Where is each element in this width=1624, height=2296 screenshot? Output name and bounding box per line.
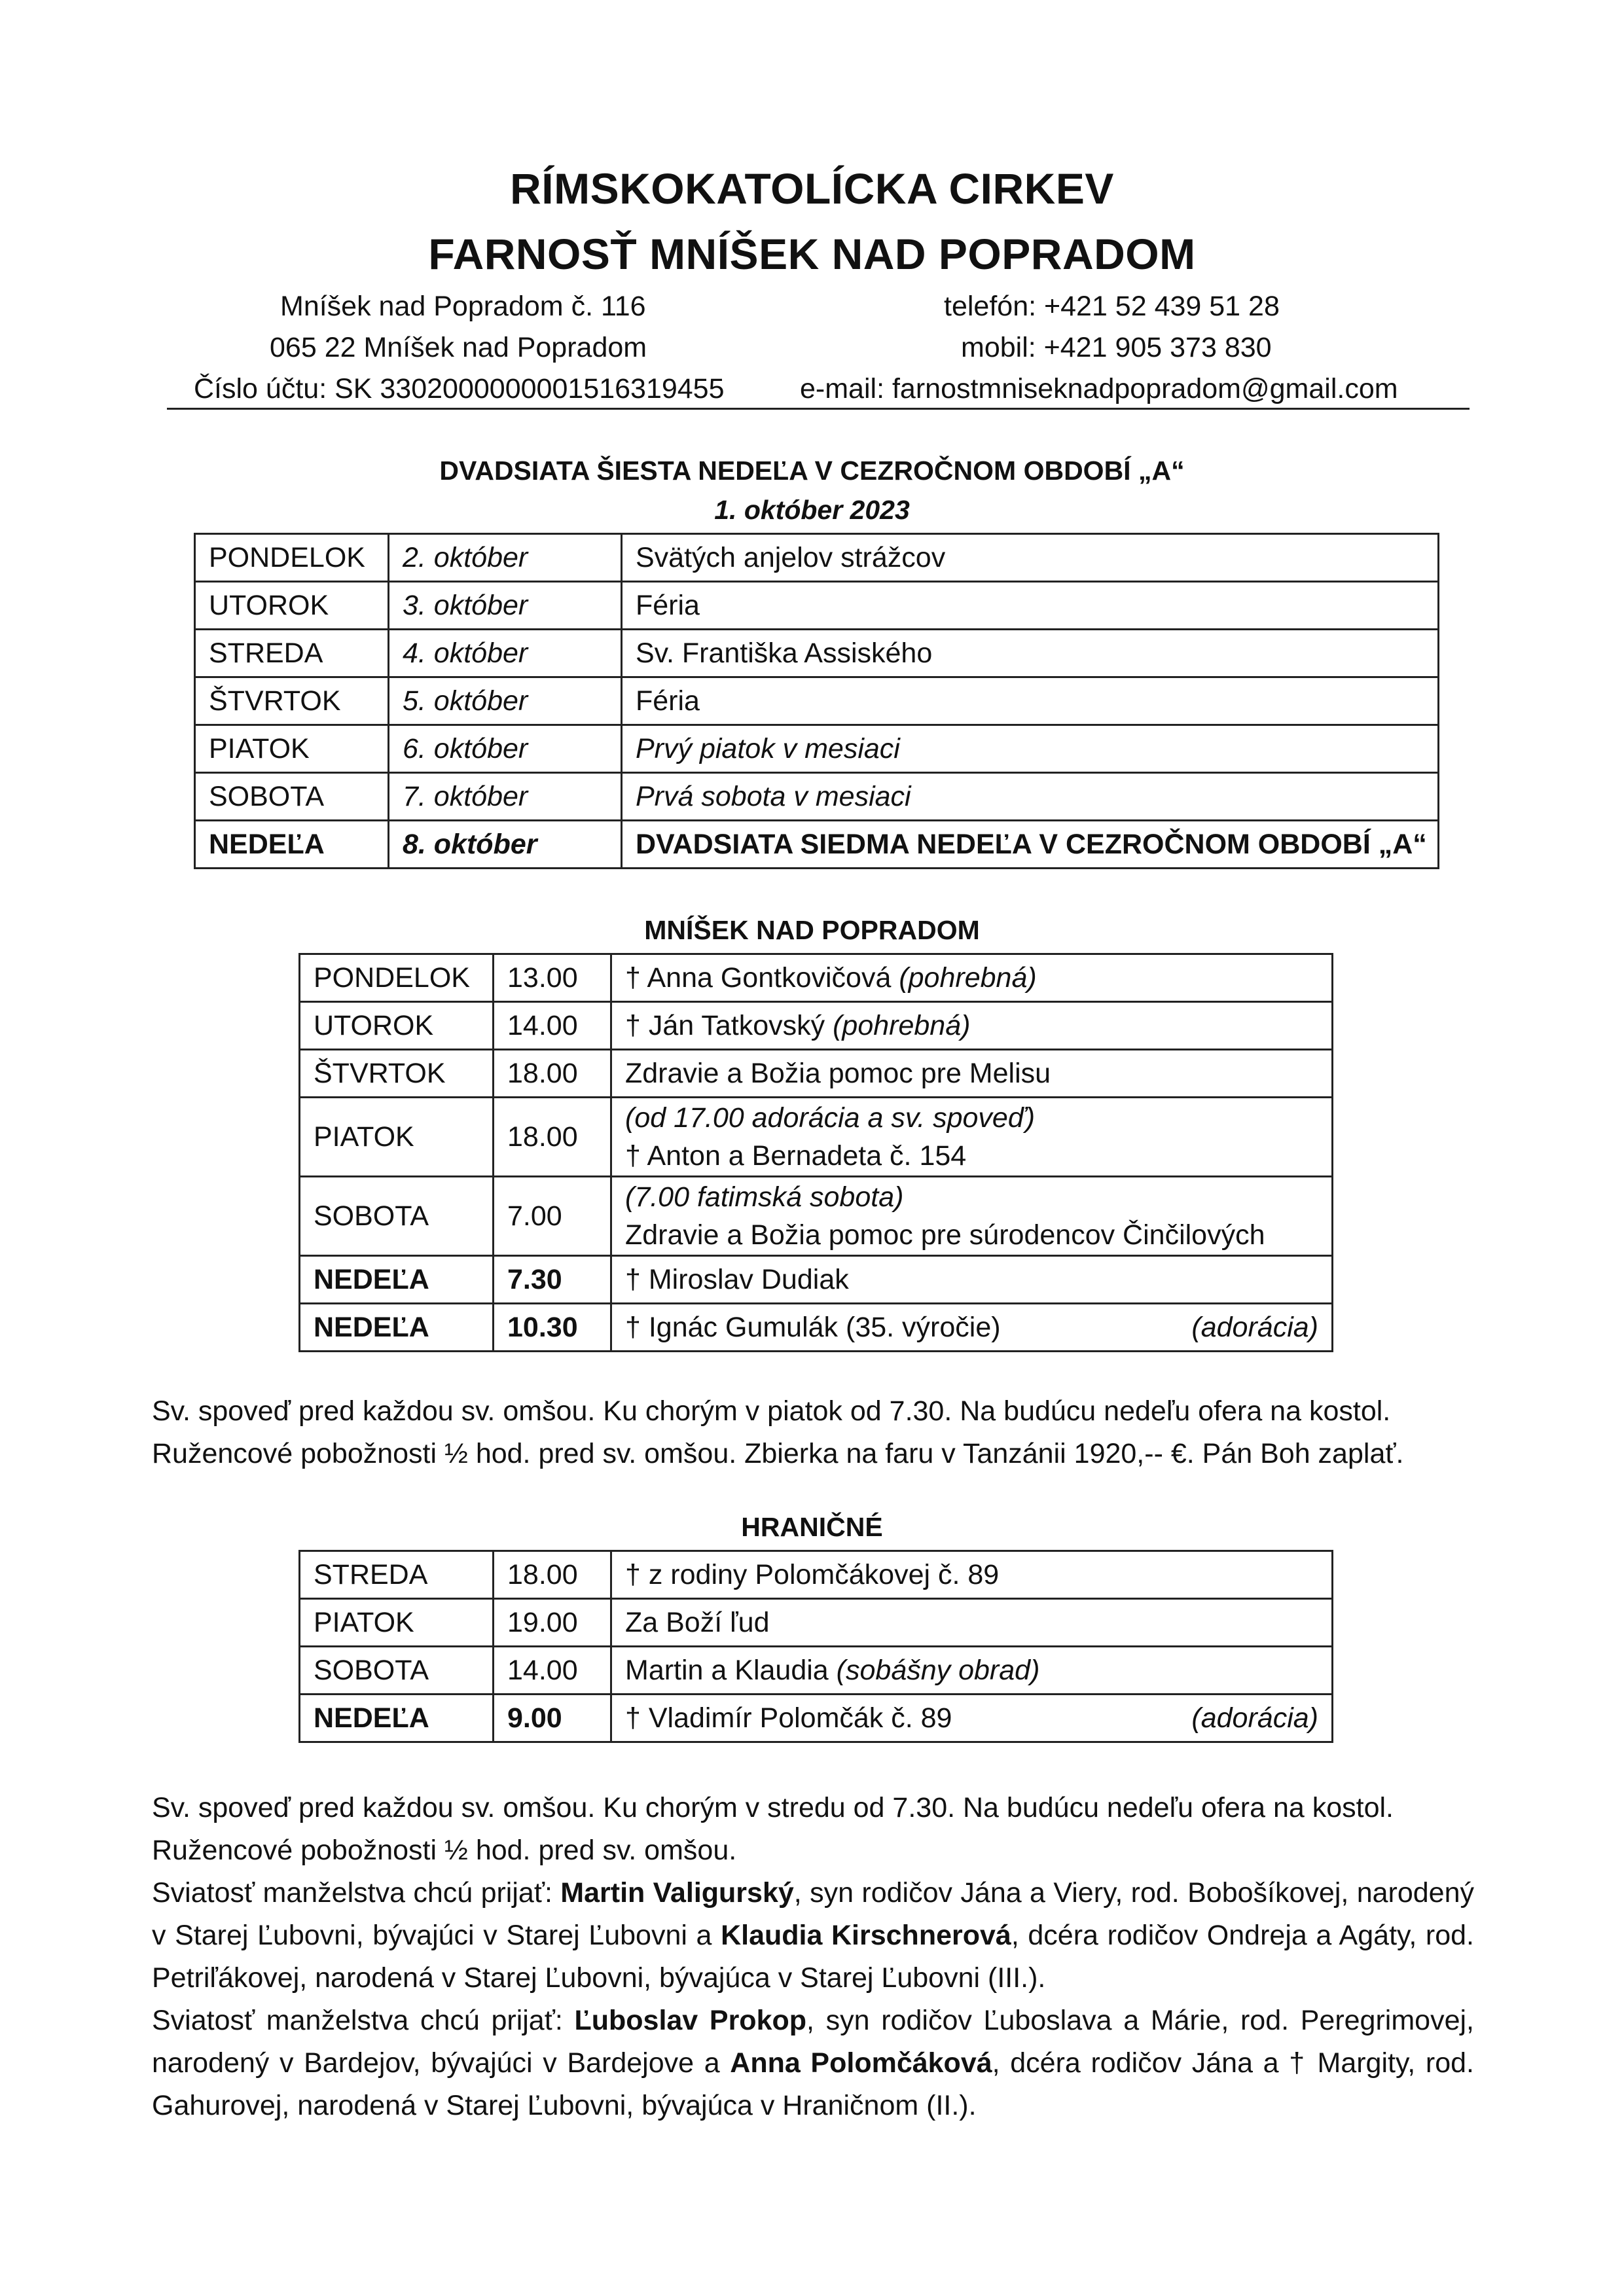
- address-city: 065 22 Mníšek nad Popradom: [270, 332, 647, 363]
- day-cell: STREDA: [300, 1551, 494, 1599]
- date-cell: 3. október: [389, 582, 622, 630]
- date-cell: 8. október: [389, 821, 622, 869]
- hranicne-notes: [152, 1787, 1474, 2127]
- bride-name: Klaudia Kirschnerová: [721, 1920, 1011, 1951]
- table-row: [195, 725, 1439, 773]
- intention-text: Zdravie a Božia pomoc pre súrodencov Činčilových: [625, 1219, 1265, 1251]
- intention-note: (7.00 fatimská sobota): [625, 1181, 904, 1213]
- day-cell: PONDELOK: [300, 954, 494, 1002]
- hranicne-title: HRANIČNÉ: [741, 1512, 883, 1542]
- table-row: [195, 534, 1439, 582]
- time-cell: 19.00: [494, 1599, 611, 1647]
- intention-note: (sobášny obrad): [836, 1654, 1040, 1686]
- date-cell: 7. október: [389, 773, 622, 821]
- feast-cell: Prvá sobota v mesiaci: [622, 773, 1439, 821]
- intention-cell: Zdravie a Božia pomoc pre Melisu: [611, 1050, 1333, 1098]
- intention-cell: Za Boží ľud: [611, 1599, 1333, 1647]
- table-row: [300, 1177, 1333, 1256]
- time-cell: 7.30: [494, 1256, 611, 1304]
- groom-name: Martin Valigurský: [560, 1877, 794, 1909]
- feast-cell: Féria: [622, 677, 1439, 725]
- week-title: DVADSIATA ŠIESTA NEDEĽA V CEZROČNOM OBDOBÍ „A“: [439, 456, 1185, 486]
- intention-cell: [611, 1098, 1333, 1177]
- intention-note: (pohrebná): [899, 961, 1037, 994]
- mnisek-note-confession: Sv. spoveď pred každou sv. omšou. Ku chorým v piatok od 7.30. Na budúcu nedeľu ofera na kostol.: [152, 1395, 1391, 1427]
- day-cell: STREDA: [195, 630, 389, 677]
- groom-details: , syn rodičov Jána a Viery, rod. Bobošíkovej, narodený v Starej Ľubovni, bývajúci v Starej Ľubovni a: [152, 1877, 1474, 1951]
- mnisek-title: MNÍŠEK NAD POPRADOM: [644, 915, 980, 945]
- day-cell: SOBOTA: [300, 1177, 494, 1256]
- bride-details: , dcéra rodičov Ondreja a Agáty, rod. Petriľákovej, narodená v Starej Ľubovni, bývajúca v Starej Ľubovni (III.).: [152, 1920, 1474, 1994]
- intention-note: (od 17.00 adorácia a sv. spoveď): [625, 1102, 1036, 1134]
- day-cell: NEDEĽA: [300, 1695, 494, 1742]
- feast-cell: Sv. Františka Assiského: [622, 630, 1439, 677]
- time-cell: 14.00: [494, 1002, 611, 1050]
- day-cell: SOBOTA: [300, 1647, 494, 1695]
- intention-cell: † z rodiny Polomčákovej č. 89: [611, 1551, 1333, 1599]
- table-row: [300, 1002, 1333, 1050]
- church-title: RÍMSKOKATOLÍCKA CIRKEV: [510, 164, 1114, 213]
- time-cell: 9.00: [494, 1695, 611, 1742]
- date-cell: 5. október: [389, 677, 622, 725]
- marriage-intro: Sviatosť manželstva chcú prijať:: [152, 2005, 575, 2036]
- hranicne-note-rosary: Ružencové pobožnosti ½ hod. pred sv. omšou.: [152, 1835, 737, 1866]
- day-cell: NEDEĽA: [195, 821, 389, 869]
- table-row: [300, 1551, 1333, 1599]
- day-cell: PONDELOK: [195, 534, 389, 582]
- time-cell: 10.30: [494, 1304, 611, 1352]
- mobile-number: mobil: +421 905 373 830: [961, 332, 1272, 363]
- day-cell: ŠTVRTOK: [300, 1050, 494, 1098]
- groom-details: , syn rodičov Ľuboslava a Márie, rod. Peregrimovej, narodený v Bardejov, bývajúci v Bardejove a: [152, 2005, 1474, 2079]
- time-cell: 18.00: [494, 1098, 611, 1177]
- intention-cell: [611, 954, 1333, 1002]
- time-cell: 18.00: [494, 1050, 611, 1098]
- marriage-announcement-1: [152, 1872, 1474, 2000]
- intention-text: † Vladimír Polomčák č. 89: [625, 1702, 952, 1734]
- table-row: [300, 1050, 1333, 1098]
- week-calendar-table: [194, 533, 1439, 869]
- table-row: [300, 1304, 1333, 1352]
- marriage-intro: Sviatosť manželstva chcú prijať:: [152, 1877, 561, 1909]
- intention-cell: [611, 1002, 1333, 1050]
- table-row: [300, 1647, 1333, 1695]
- marriage-announcement-2: [152, 2000, 1474, 2127]
- email-address: e-mail: farnostmniseknadpopradom@gmail.com: [800, 373, 1398, 404]
- intention-cell: [611, 1304, 1333, 1352]
- hranicne-mass-table: [298, 1550, 1333, 1743]
- feast-cell: Féria: [622, 582, 1439, 630]
- feast-cell: DVADSIATA SIEDMA NEDEĽA V CEZROČNOM OBDOBÍ „A“: [622, 821, 1439, 869]
- time-cell: 18.00: [494, 1551, 611, 1599]
- phone-number: telefón: +421 52 439 51 28: [944, 291, 1280, 322]
- table-row: [195, 582, 1439, 630]
- date-cell: 6. október: [389, 725, 622, 773]
- table-row: [300, 1256, 1333, 1304]
- adoration-note: (adorácia): [1191, 1311, 1318, 1343]
- day-cell: NEDEĽA: [300, 1256, 494, 1304]
- bride-details: , dcéra rodičov Jána a † Margity, rod. Gahurovej, narodená v Starej Ľubovni, bývajúca v Hraničnom (II.).: [152, 2047, 1474, 2121]
- mnisek-note-rosary: Ružencové pobožnosti ½ hod. pred sv. omšou. Zbierka na faru v Tanzánii 1920,-- €. Pán Boh zaplať.: [152, 1438, 1404, 1469]
- feast-cell: Svätých anjelov strážcov: [622, 534, 1439, 582]
- day-cell: SOBOTA: [195, 773, 389, 821]
- table-row: [300, 954, 1333, 1002]
- table-row: [195, 677, 1439, 725]
- intention-text: † Ján Tatkovský: [625, 1009, 833, 1041]
- day-cell: ŠTVRTOK: [195, 677, 389, 725]
- feast-cell: Prvý piatok v mesiaci: [622, 725, 1439, 773]
- time-cell: 7.00: [494, 1177, 611, 1256]
- intention-cell: [611, 1177, 1333, 1256]
- date-cell: 2. október: [389, 534, 622, 582]
- date-cell: 4. október: [389, 630, 622, 677]
- intention-text: † Anton a Bernadeta č. 154: [625, 1140, 967, 1172]
- header-divider: [167, 408, 1470, 410]
- parish-title: FARNOSŤ MNÍŠEK NAD POPRADOM: [428, 230, 1196, 278]
- table-row: [195, 773, 1439, 821]
- intention-cell: † Miroslav Dudiak: [611, 1256, 1333, 1304]
- day-cell: PIATOK: [300, 1098, 494, 1177]
- bank-account: Číslo účtu: SK 3302000000001516319455: [194, 373, 725, 404]
- adoration-note: (adorácia): [1191, 1702, 1318, 1734]
- intention-cell: [611, 1647, 1333, 1695]
- intention-note: (pohrebná): [833, 1009, 971, 1041]
- mnisek-mass-table: [298, 953, 1333, 1352]
- time-cell: 14.00: [494, 1647, 611, 1695]
- intention-text: † Ignác Gumulák (35. výročie): [625, 1311, 1001, 1343]
- hranicne-note-confession: Sv. spoveď pred každou sv. omšou. Ku chorým v stredu od 7.30. Na budúcu nedeľu ofera na kostol.: [152, 1792, 1394, 1823]
- table-row: [195, 821, 1439, 869]
- day-cell: PIATOK: [300, 1599, 494, 1647]
- time-cell: 13.00: [494, 954, 611, 1002]
- bride-name: Anna Polomčáková: [730, 2047, 992, 2079]
- intention-cell: [611, 1695, 1333, 1742]
- table-row: [300, 1695, 1333, 1742]
- day-cell: UTOROK: [195, 582, 389, 630]
- week-date: 1. október 2023: [714, 495, 910, 525]
- day-cell: UTOROK: [300, 1002, 494, 1050]
- intention-text: † Anna Gontkovičová: [625, 961, 899, 994]
- address-street: Mníšek nad Popradom č. 116: [280, 291, 646, 322]
- table-row: [300, 1098, 1333, 1177]
- day-cell: NEDEĽA: [300, 1304, 494, 1352]
- groom-name: Ľuboslav Prokop: [574, 2005, 807, 2036]
- mnisek-notes: [152, 1390, 1474, 1475]
- table-row: [195, 630, 1439, 677]
- day-cell: PIATOK: [195, 725, 389, 773]
- intention-text: Martin a Klaudia: [625, 1654, 837, 1686]
- table-row: [300, 1599, 1333, 1647]
